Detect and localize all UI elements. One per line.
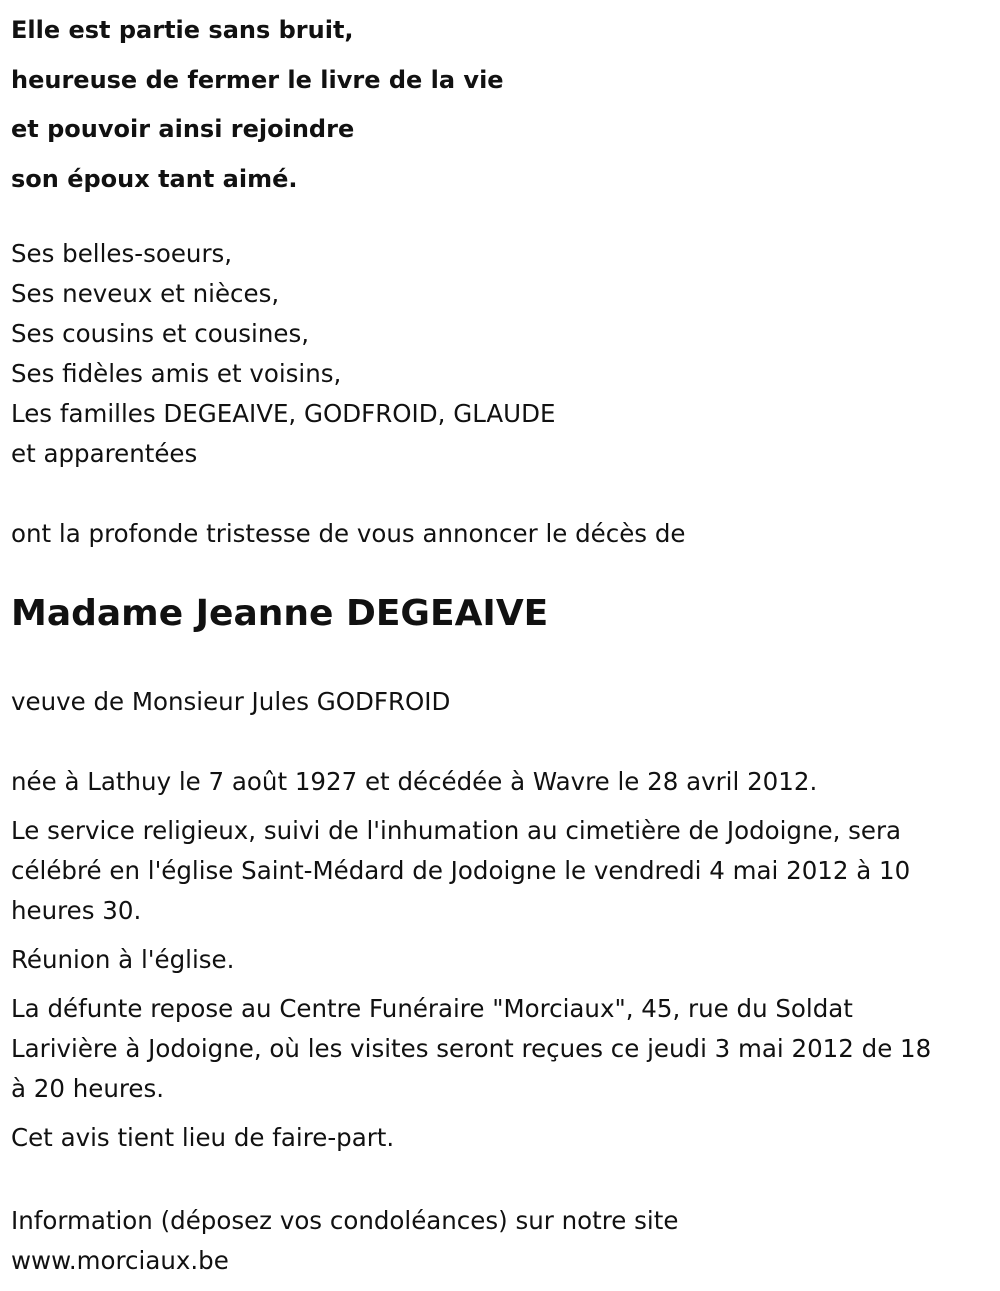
announcement-text: ont la profonde tristesse de vous annoncer le décès de	[11, 519, 686, 548]
notice-line: Cet avis tient lieu de faire-part.	[11, 1123, 395, 1152]
meeting-text	[11, 940, 996, 980]
repose-text	[11, 989, 996, 1109]
notice-text	[11, 1118, 996, 1158]
family-line: Ses cousins et cousines,	[11, 319, 309, 348]
family-line: Les familles DEGEAIVE, GODFROID, GLAUDE	[11, 399, 556, 428]
family-line: Ses fidèles amis et voisins,	[11, 359, 342, 388]
poem-line: heureuse de fermer le livre de la vie	[11, 65, 504, 94]
contact-block	[11, 1201, 678, 1281]
deceased-name: Madame Jeanne DEGEAIVE	[11, 593, 549, 634]
service-line: Le service religieux, suivi de l'inhumation au cimetière de Jodoigne, sera	[11, 816, 902, 845]
poem-line: et pouvoir ainsi rejoindre	[11, 115, 355, 143]
birth-death-text	[11, 762, 996, 802]
repose-line: Larivière à Jodoigne, où les visites seront reçues ce jeudi 3 mai 2012 de 18	[11, 1034, 932, 1063]
details-block	[11, 762, 996, 1167]
repose-line: à 20 heures.	[11, 1074, 165, 1103]
service-line: célébré en l'église Saint-Médard de Jodoigne le vendredi 4 mai 2012 à 10	[11, 856, 911, 885]
family-line: Ses belles-soeurs,	[11, 239, 233, 268]
contact-info: Information (déposez vos condoléances) sur notre site	[11, 1206, 679, 1235]
service-text	[11, 811, 996, 931]
meeting-line: Réunion à l'église.	[11, 945, 235, 974]
poem-line: son époux tant aimé.	[11, 164, 298, 193]
poem-block	[11, 6, 504, 204]
service-line: heures 30.	[11, 896, 142, 925]
poem-line: Elle est partie sans bruit,	[11, 16, 354, 44]
website-link[interactable]: www.morciaux.be	[11, 1246, 229, 1275]
widow-of-text: veuve de Monsieur Jules GODFROID	[11, 687, 451, 716]
family-line: Ses neveux et nièces,	[11, 279, 280, 308]
family-line: et apparentées	[11, 439, 198, 468]
birth-death-line: née à Lathuy le 7 août 1927 et décédée à Wavre le 28 avril 2012.	[11, 767, 818, 796]
family-list	[11, 234, 555, 474]
repose-line: La défunte repose au Centre Funéraire "Morciaux", 45, rue du Soldat	[11, 994, 853, 1023]
